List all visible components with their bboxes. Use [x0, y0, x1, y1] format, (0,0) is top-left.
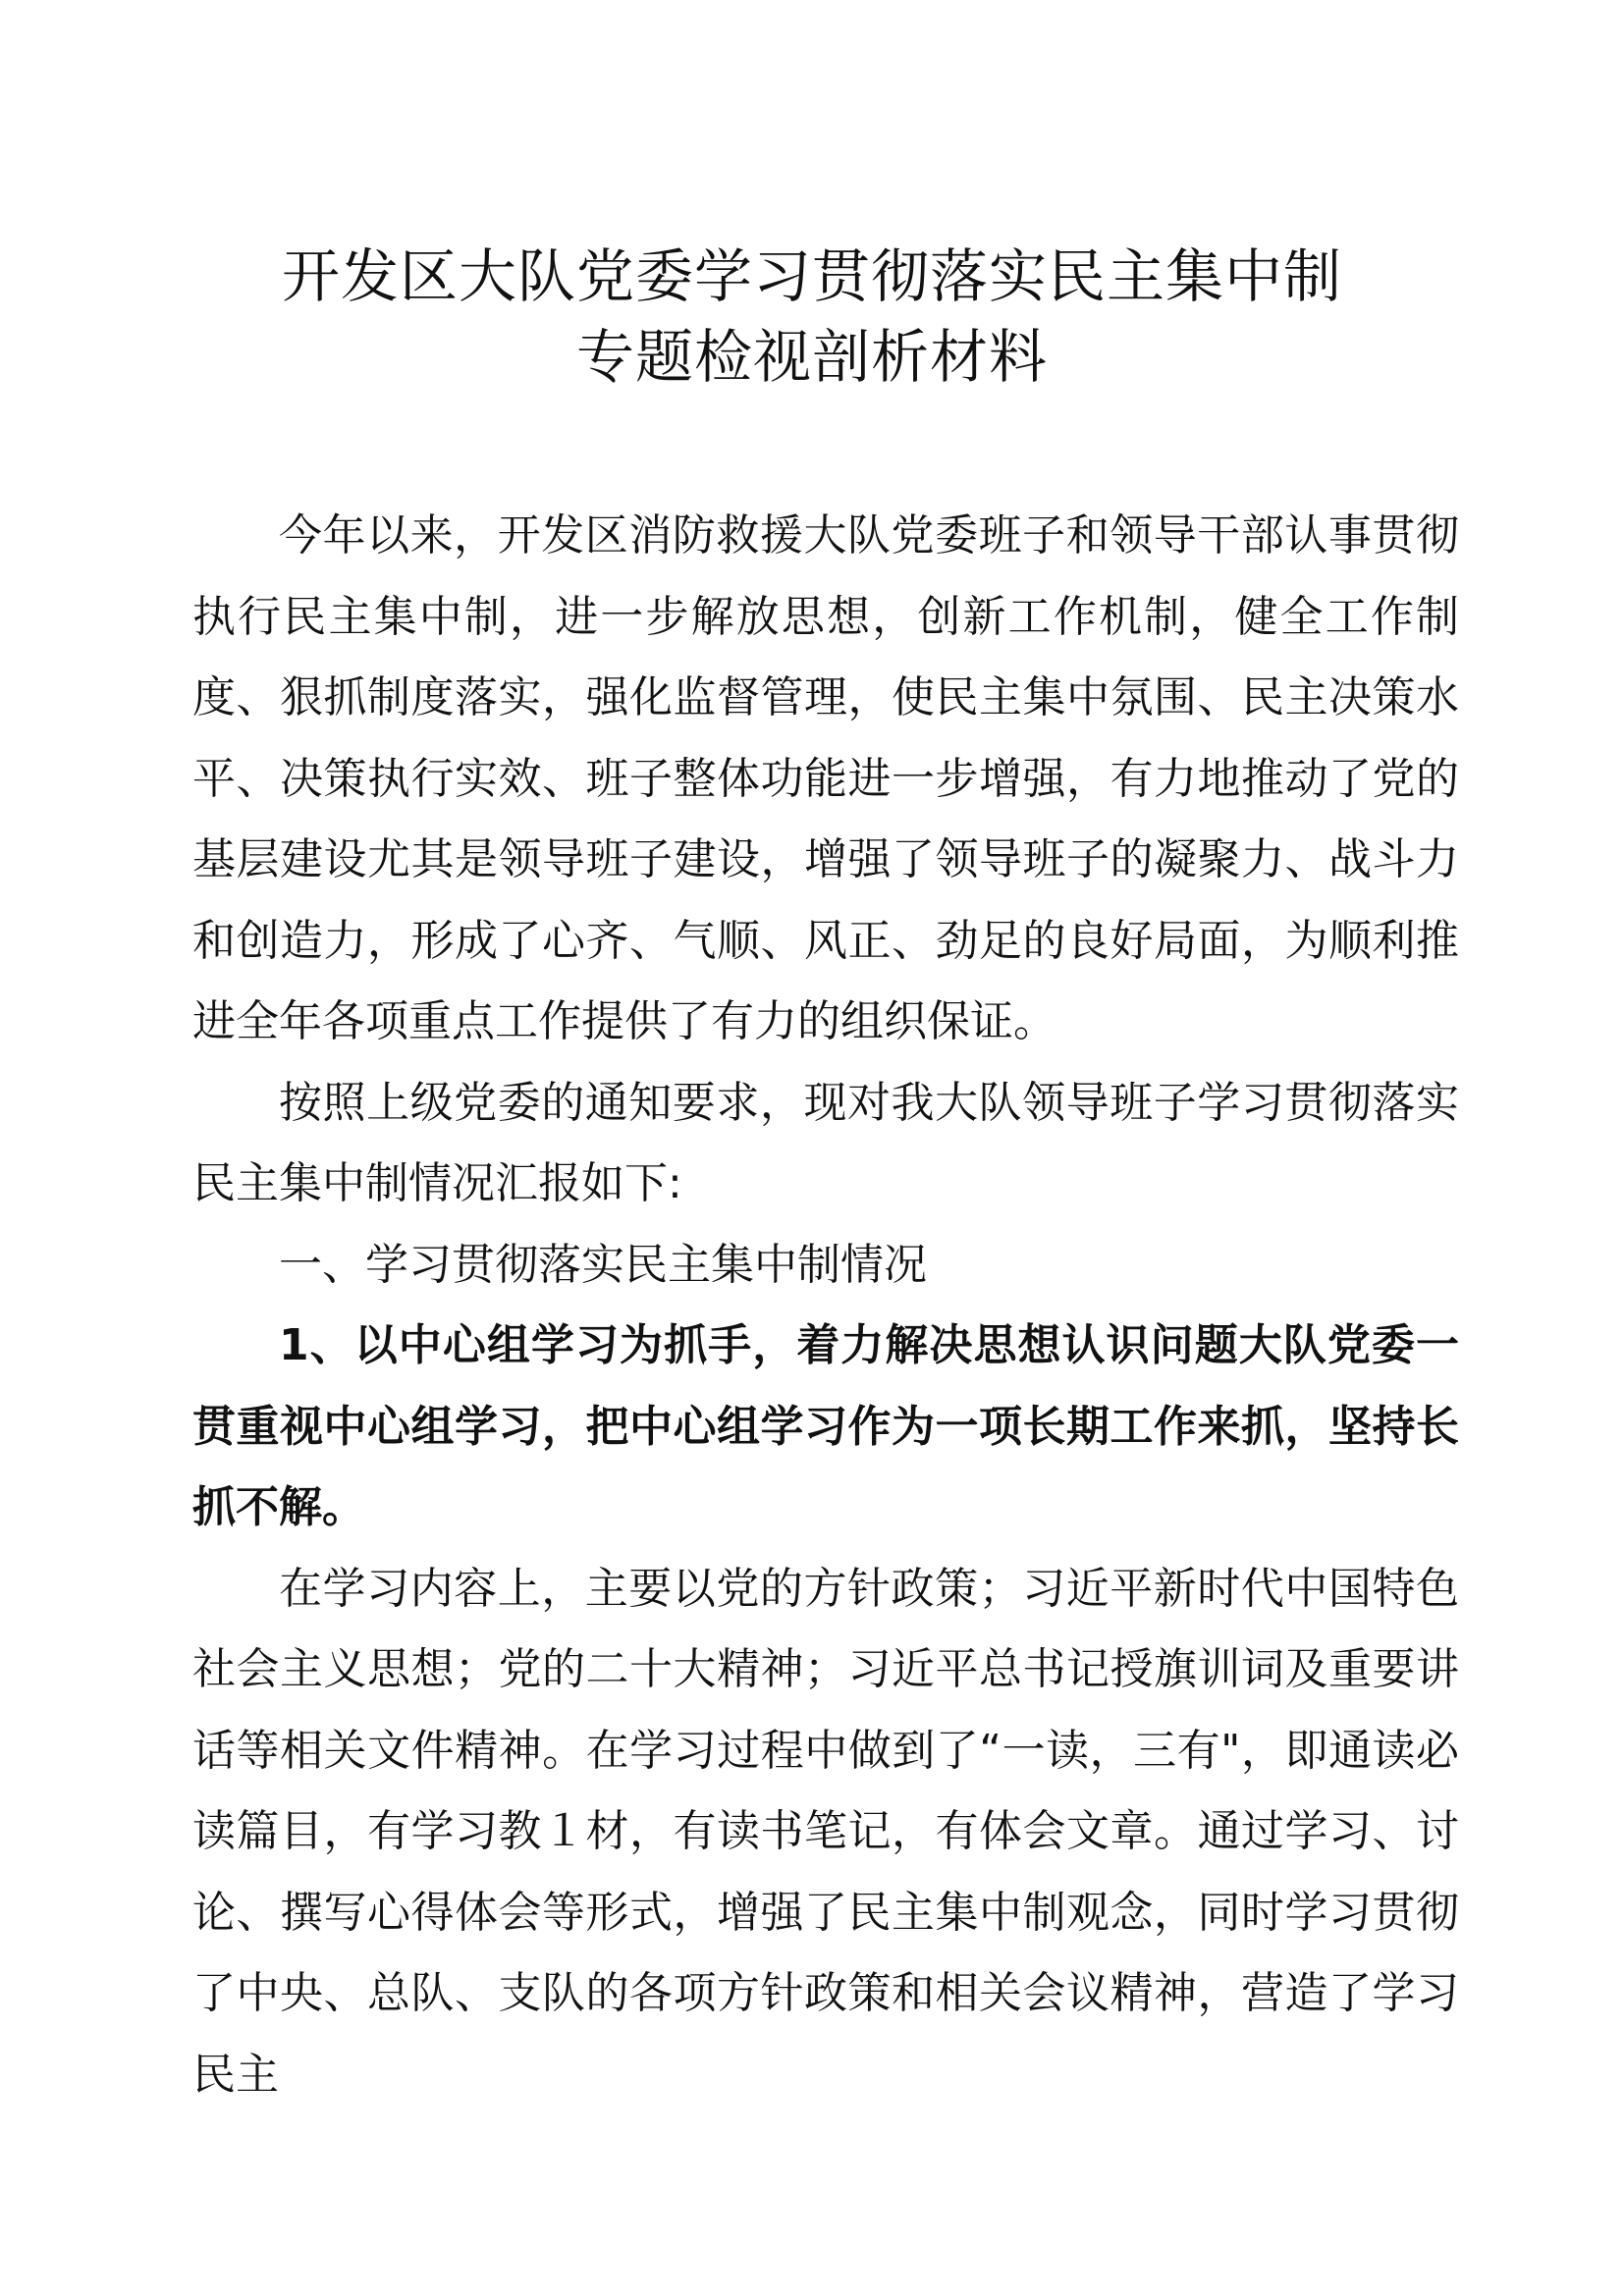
paragraph-intro: 今年以来，开发区消防救援大队党委班子和领导干部认事贯彻执行民主集中制，进一步解放思想，创新工作机制，健全工作制度、狠抓制度落实，强化监督管理，使民主集中氛围、民主决策水平、决策执行实效、班子整体功能进一步增强，有力地推动了党的基层建设尤其是领导班子建设，增强了领导班子的凝聚力、战斗力和创造力，形成了心齐、气顺、风正、劲足的良好局面，为顺利推进全年各项重点工作提供了有力的组织保证。: [192, 510, 1459, 1046]
document-title-line-2: 专题检视剖析材料: [575, 323, 1048, 391]
document-body: [192, 496, 1459, 2115]
paragraph-report-note: 按照上级党委的通知要求，现对我大队领导班子学习贯彻落实民主集中制情况汇报如下:: [192, 1077, 1459, 1208]
subsection-heading-1: 1、以中心组学习为抓手，着力解决思想认识问题大队党委一贯重视中心组学习，把中心组学习作为一项长期工作来抓，坚持长抓不解。: [192, 1320, 1459, 1532]
document-title-line-1: 开发区大队党委学习贯彻落实民主集中制: [281, 242, 1342, 310]
paragraph-study-content: 在学习内容上，主要以党的方针政策；习近平新时代中国特色社会主义思想；党的二十大精神；习近平总书记授旗训词及重要讲话等相关文件精神。在学习过程中做到了“一读，三有"，即通读必读篇目，有学习教１材，有读书笔记，有体会文章。通过学习、讨论、撰写心得体会等形式，增强了民主集中制观念，同时学习贯彻了中央、总队、支队的各项方针政策和相关会议精神，营造了学习民主: [192, 1563, 1459, 2100]
section-heading-1: 一、学习贯彻落实民主集中制情况: [279, 1239, 927, 1290]
